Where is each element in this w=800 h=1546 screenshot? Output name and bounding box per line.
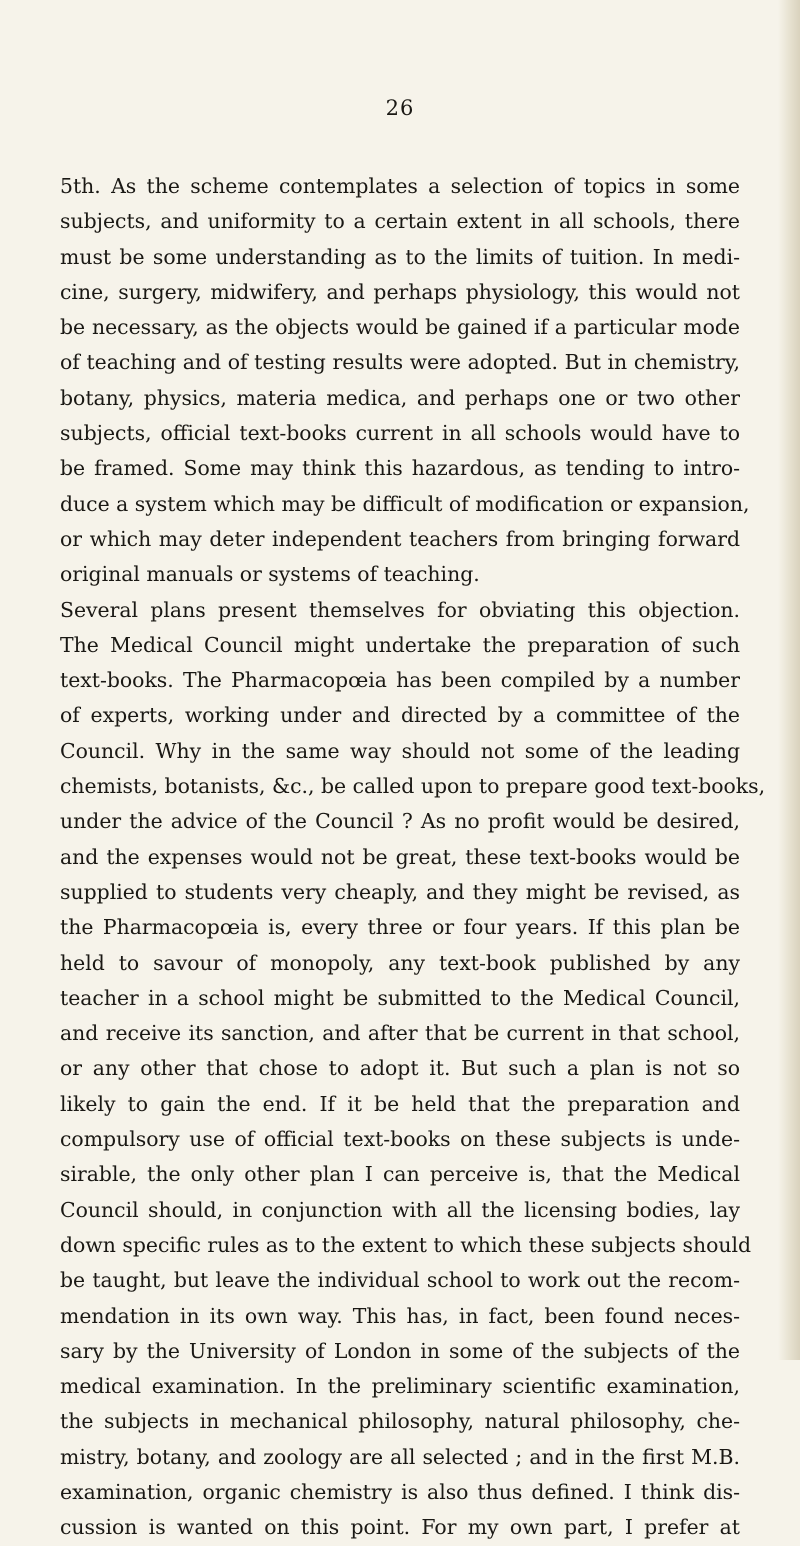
text-line: cussion is wanted on this point. For my own part, I prefer at — [60, 1515, 740, 1540]
text-line: subjects, and uniformity to a certain extent in all schools, there — [60, 209, 740, 234]
text-line: supplied to students very cheaply, and they might be revised, as — [60, 879, 740, 904]
text-line: sirable, the only other plan I can perceive is, that the Medical — [60, 1162, 740, 1187]
text-line: cine, surgery, midwifery, and perhaps physiology, this would not — [60, 279, 740, 304]
text-line: teacher in a school might be submitted to the Medical Council, — [60, 985, 740, 1010]
text-line: Council should, in conjunction with all the licensing bodies, lay — [60, 1197, 740, 1222]
text-line: Council. Why in the same way should not some of the leading — [60, 738, 740, 763]
text-line: be necessary, as the objects would be gained if a particular mode — [60, 315, 740, 340]
text-line: chemists, botanists, &c., be called upon to prepare good text-books, — [60, 774, 766, 799]
text-line: botany, physics, materia medica, and perhaps one or two other — [60, 385, 740, 410]
text-line: be taught, but leave the individual school to work out the recom- — [60, 1268, 740, 1293]
text-line: mistry, botany, and zoology are all selected ; and in the first M.B. — [60, 1444, 740, 1469]
text-line: or any other that chose to adopt it. But such a plan is not so — [60, 1056, 740, 1081]
text-line: duce a system which may be difficult of modification or expansion, — [60, 491, 750, 516]
text-line: The Medical Council might undertake the preparation of such — [60, 632, 740, 657]
text-line: the subjects in mechanical philosophy, natural philosophy, che- — [60, 1409, 740, 1434]
text-line: of experts, working under and directed by a committee of the — [60, 703, 740, 728]
page-edge-shadow — [778, 0, 800, 1360]
body-text — [60, 169, 766, 1546]
text-line: text-books. The Pharmacopœia has been compiled by a number — [60, 668, 740, 693]
text-line: medical examination. In the preliminary scientific examination, — [60, 1374, 740, 1399]
text-line: 5th. As the scheme contemplates a selection of topics in some — [60, 174, 740, 198]
text-line: under the advice of the Council ? As no profit would be desired, — [60, 809, 740, 834]
text-line: be framed. Some may think this hazardous, as tending to intro- — [60, 456, 740, 481]
text-line: examination, organic chemistry is also thus defined. I think dis- — [60, 1479, 740, 1504]
text-line: and receive its sanction, and after that be current in that school, — [60, 1021, 740, 1046]
text-line-paragraph-end: original manuals or systems of teaching. — [60, 562, 480, 587]
text-line: or which may deter independent teachers from bringing forward — [60, 526, 740, 551]
text-line: of teaching and of testing results were adopted. But in chemistry, — [60, 350, 740, 375]
text-line: and the expenses would not be great, these text-books would be — [60, 844, 740, 869]
text-line: mendation in its own way. This has, in fact, been found neces- — [60, 1303, 740, 1328]
text-line: sary by the University of London in some of the subjects of the — [60, 1338, 740, 1363]
text-line: likely to gain the end. If it be held that the preparation and — [60, 1091, 740, 1116]
text-line: down specific rules as to the extent to which these subjects should — [60, 1232, 752, 1257]
text-line: the Pharmacopœia is, every three or four years. If this plan be — [60, 915, 740, 940]
page-number: 26 — [385, 96, 415, 120]
text-line: Several plans present themselves for obviating this objection. — [60, 597, 740, 622]
text-line: subjects, official text-books current in all schools would have to — [60, 421, 740, 446]
text-line: must be some understanding as to the limits of tuition. In medi- — [60, 244, 740, 269]
text-line: held to savour of monopoly, any text-book published by any — [60, 950, 740, 975]
text-line: compulsory use of official text-books on these subjects is unde- — [60, 1127, 740, 1152]
